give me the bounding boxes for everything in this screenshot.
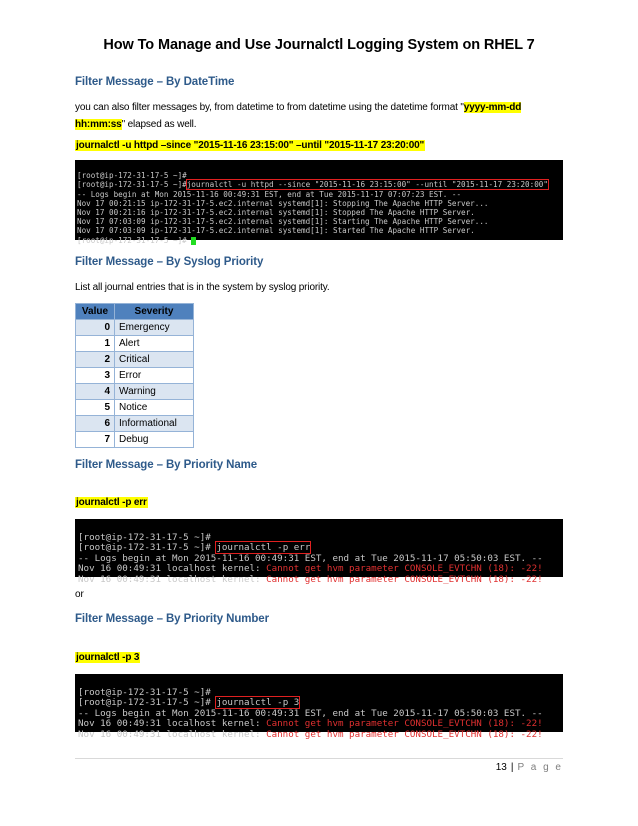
table-cell-severity: Debug bbox=[115, 432, 194, 448]
datetime-command: journalctl -u httpd –since "2015-11-16 23:15:00" –until "2015-11-17 23:20:00" bbox=[76, 140, 425, 151]
table-cell-value: 1 bbox=[76, 336, 115, 352]
kernel-error-message: Cannot get hvm parameter CONSOLE_EVTCHN (18): -22! bbox=[266, 728, 543, 740]
page-label: P a g e bbox=[517, 762, 563, 773]
table-cell-severity: Emergency bbox=[115, 320, 194, 336]
section-heading-datetime: Filter Message – By DateTime bbox=[75, 76, 235, 88]
table-cell-value: 7 bbox=[76, 432, 115, 448]
table-cell-severity: Alert bbox=[115, 336, 194, 352]
table-cell-severity: Warning bbox=[115, 384, 194, 400]
kernel-error-message: Cannot get hvm parameter CONSOLE_EVTCHN (18): -22! bbox=[266, 573, 543, 585]
terminal-line: -- Logs begin at Mon 2015-11-16 00:49:31 EST, end at Tue 2015-11-17 05:50:03 EST. -- bbox=[78, 552, 543, 564]
kernel-error-message: Cannot get hvm parameter CONSOLE_EVTCHN (18): -22! bbox=[266, 718, 543, 730]
table-cell-severity: Error bbox=[115, 368, 194, 384]
table-header-value: Value bbox=[76, 304, 115, 320]
kernel-prefix: Nov 16 00:49:31 localhost kernel: bbox=[78, 718, 267, 730]
terminal-datetime bbox=[75, 160, 563, 245]
section-heading-priority-number: Filter Message – By Priority Number bbox=[75, 613, 269, 625]
terminal-prompt: [root@ip-172-31-17-5 ~]# bbox=[77, 235, 192, 245]
table-header-severity: Severity bbox=[115, 304, 194, 320]
terminal-line bbox=[77, 180, 563, 189]
terminal-command-highlight: journalctl -u httpd --since "2015-11-16 23:15:00" --until "2015-11-17 23:20:00" bbox=[186, 180, 548, 190]
terminal-cursor bbox=[191, 237, 196, 245]
terminal-line: [root@ip-172-31-17-5 ~]# bbox=[78, 686, 211, 698]
table-cell-severity: Informational bbox=[115, 416, 194, 432]
terminal-line: Nov 17 00:21:16 ip-172-31-17-5.ec2.internal systemd[1]: Stopped The Apache HTTP Server. bbox=[77, 208, 475, 218]
table-cell-value: 2 bbox=[76, 352, 115, 368]
table-row bbox=[76, 336, 194, 352]
terminal-line bbox=[78, 730, 563, 741]
terminal-prompt: [root@ip-172-31-17-5 ~]# bbox=[77, 180, 187, 190]
terminal-line: [root@ip-172-31-17-5 ~]# bbox=[78, 531, 211, 543]
kernel-error-message: Cannot get hvm parameter CONSOLE_EVTCHN (18): -22! bbox=[266, 563, 543, 575]
terminal-line: -- Logs begin at Mon 2015-11-16 00:49:31 EST, end at Tue 2015-11-17 05:50:03 EST. -- bbox=[78, 707, 543, 719]
or-text: or bbox=[75, 589, 84, 600]
table-cell-value: 4 bbox=[76, 384, 115, 400]
table-cell-value: 5 bbox=[76, 400, 115, 416]
terminal-line bbox=[77, 236, 563, 245]
table-cell-value: 6 bbox=[76, 416, 115, 432]
severity-table bbox=[75, 303, 194, 448]
page-title: How To Manage and Use Journalctl Logging System on RHEL 7 bbox=[103, 37, 535, 53]
terminal-line: Nov 17 07:03:09 ip-172-31-17-5.ec2.internal systemd[1]: Starting The Apache HTTP Server... bbox=[77, 217, 489, 227]
table-row bbox=[76, 384, 194, 400]
table-row bbox=[76, 400, 194, 416]
table-row bbox=[76, 416, 194, 432]
datetime-format-highlight: yyyy-mm-dd hh:mm:ss bbox=[75, 102, 522, 130]
kernel-prefix: Nov 16 00:49:31 localhost kernel: bbox=[78, 728, 267, 740]
terminal-command-highlight: journalctl -p err bbox=[216, 542, 311, 554]
table-cell-severity: Notice bbox=[115, 400, 194, 416]
table-row bbox=[76, 320, 194, 336]
datetime-description-prefix: you can also filter messages by, from datetime to from datetime using the datetime format " bbox=[75, 102, 464, 113]
page-footer bbox=[496, 762, 563, 773]
table-cell-severity: Critical bbox=[115, 352, 194, 368]
terminal-command-highlight: journalctl -p 3 bbox=[216, 697, 300, 709]
terminal-line: [root@ip-172-31-17-5 ~]# bbox=[77, 171, 187, 181]
terminal-line: Nov 17 07:03:09 ip-172-31-17-5.ec2.internal systemd[1]: Started The Apache HTTP Server. bbox=[77, 226, 475, 236]
datetime-description bbox=[75, 99, 570, 133]
footer-separator: | bbox=[510, 762, 514, 773]
terminal-prompt: [root@ip-172-31-17-5 ~]# bbox=[78, 697, 211, 709]
terminal-priority-name bbox=[75, 519, 563, 585]
section-heading-syslog-priority: Filter Message – By Syslog Priority bbox=[75, 256, 264, 268]
priority-number-command: journalctl -p 3 bbox=[76, 652, 140, 663]
page-number: 13 bbox=[495, 762, 507, 773]
terminal-line: Nov 17 00:21:15 ip-172-31-17-5.ec2.internal systemd[1]: Stopping The Apache HTTP Server... bbox=[77, 198, 489, 208]
kernel-prefix: Nov 16 00:49:31 localhost kernel: bbox=[78, 563, 267, 575]
table-cell-value: 0 bbox=[76, 320, 115, 336]
kernel-prefix: Nov 16 00:49:31 localhost kernel: bbox=[78, 573, 267, 585]
table-row bbox=[76, 368, 194, 384]
priority-name-command: journalctl -p err bbox=[76, 497, 147, 508]
section-heading-priority-name: Filter Message – By Priority Name bbox=[75, 459, 258, 471]
terminal-line: -- Logs begin at Mon 2015-11-16 00:49:31 EST, end at Tue 2015-11-17 07:07:23 EST. -- bbox=[77, 189, 462, 199]
terminal-prompt: [root@ip-172-31-17-5 ~]# bbox=[78, 542, 211, 554]
terminal-line bbox=[78, 575, 563, 586]
table-row bbox=[76, 352, 194, 368]
footer-divider bbox=[75, 758, 563, 759]
table-cell-value: 3 bbox=[76, 368, 115, 384]
syslog-description: List all journal entries that is in the system by syslog priority. bbox=[75, 282, 330, 293]
table-row bbox=[76, 432, 194, 448]
terminal-priority-number bbox=[75, 674, 563, 740]
datetime-description-suffix: " elapsed as well. bbox=[121, 119, 197, 130]
